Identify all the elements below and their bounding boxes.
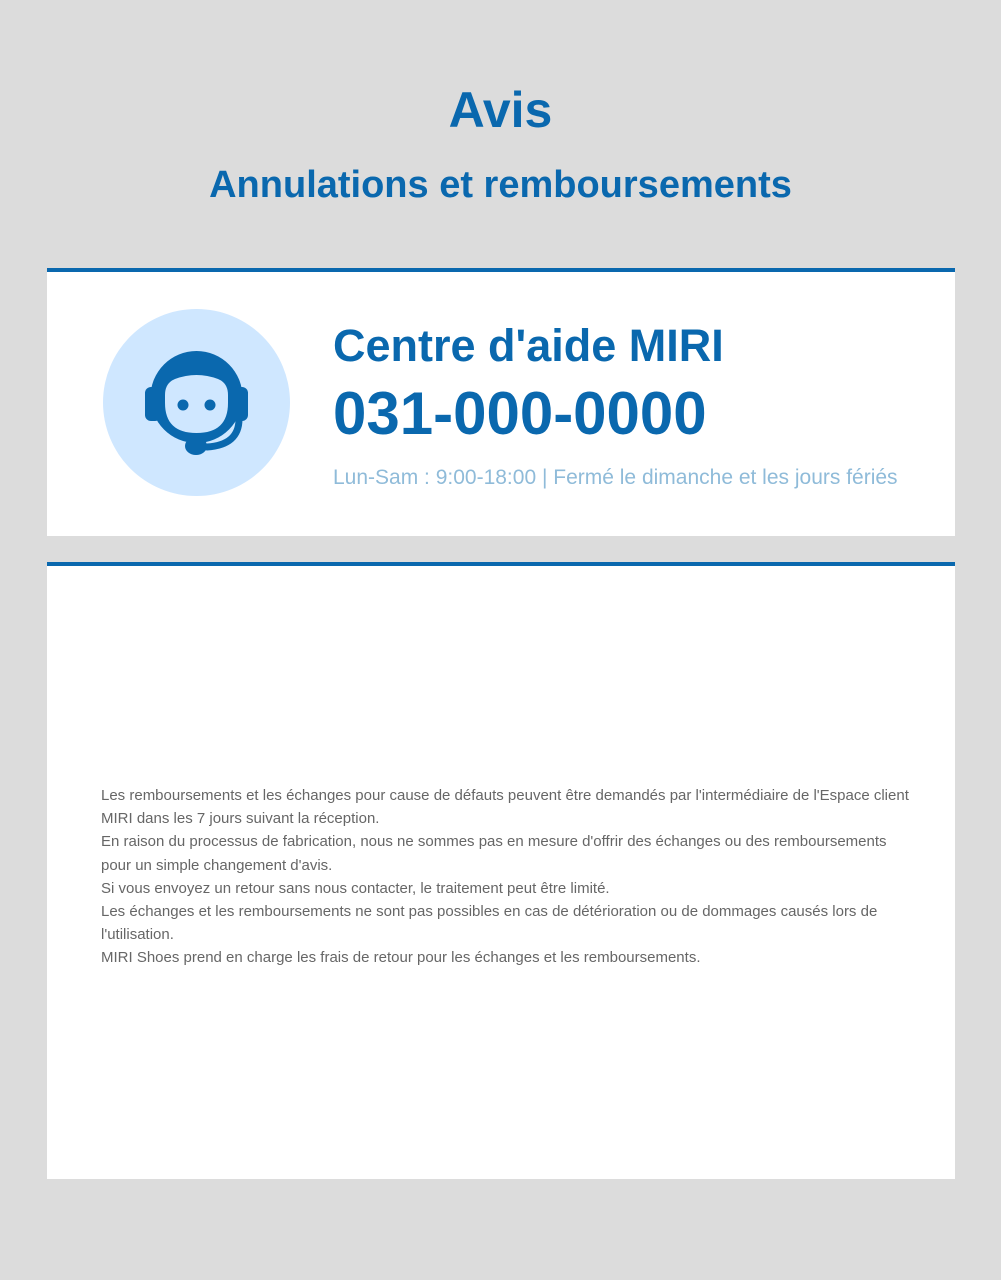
notice-line: MIRI Shoes prend en charge les frais de retour pour les échanges et les remboursements.	[101, 949, 701, 967]
notice-line: En raison du processus de fabrication, nous ne sommes pas en mesure d'offrir des échanges ou des remboursements pour un simple changement d'avis.	[101, 833, 887, 874]
notice-line: Si vous envoyez un retour sans nous contacter, le traitement peut être limité.	[101, 879, 610, 897]
help-center-card	[47, 268, 955, 536]
notice-line: Les remboursements et les échanges pour cause de défauts peuvent être demandés par l'intermédiaire de l'Espace client MIRI dans les 7 jours suivant la réception.	[101, 787, 909, 828]
notice-body	[101, 784, 911, 970]
notice-line: Les échanges et les remboursements ne sont pas possibles en cas de détérioration ou de dommages causés lors de l'utilisation.	[101, 903, 878, 944]
notice-card	[47, 562, 955, 1179]
page-subtitle: Annulations et remboursements	[209, 164, 792, 206]
help-center-phone[interactable]: 031-000-0000	[333, 380, 707, 447]
avatar	[103, 309, 290, 496]
help-center-hours: Lun-Sam : 9:00-18:00 | Fermé le dimanche et les jours fériés	[333, 466, 898, 489]
help-center-name: Centre d'aide MIRI	[333, 320, 724, 371]
headset-support-icon	[143, 347, 250, 458]
page-title: Avis	[448, 82, 553, 138]
